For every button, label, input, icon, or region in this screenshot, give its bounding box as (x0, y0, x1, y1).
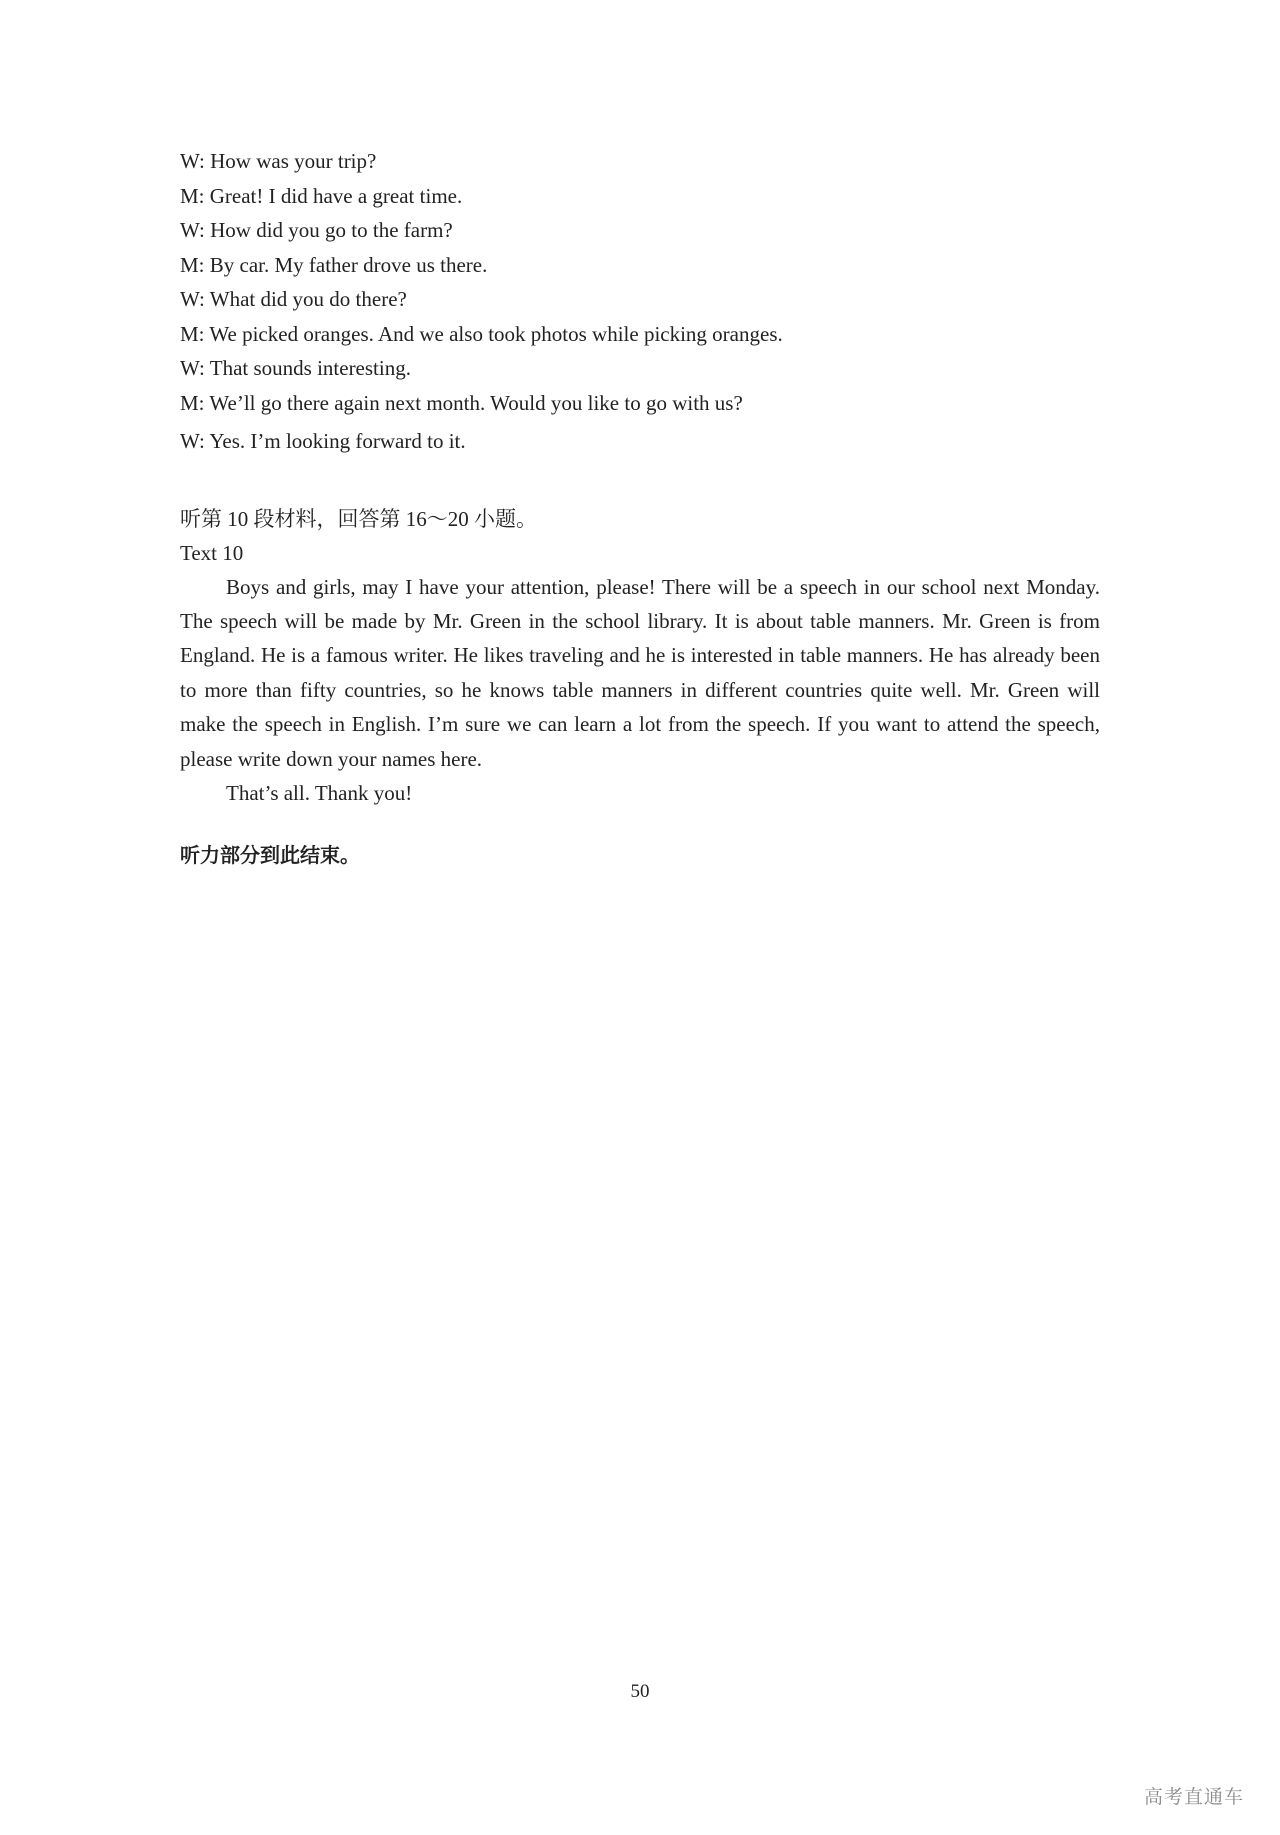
dialogue-transcript (180, 144, 1100, 459)
passage-paragraph: That’s all. Thank you! (226, 780, 413, 805)
dialogue-line: W: How was your trip? (180, 149, 377, 173)
text-title: Text 10 (180, 540, 244, 565)
page-content (180, 144, 1100, 872)
watermark: 高考直通车 (1143, 1786, 1244, 1808)
dialogue-line: M: By car. My father drove us there. (180, 252, 488, 277)
passage-paragraph: Boys and girls, may I have your attention, please! There will be a speech in our school next Monday. The speech will be made by Mr. Green in the school library. It is about table manners. Mr. Green is from England. He is a famous writer. He likes traveling and he is interested in table manners. He has already been to more than fifty countries, so he knows table manners in different countries quite well. Mr. Green will make the speech in English. I’m sure we can learn a lot from the speech. If you want to attend the speech, please write down your names here. (180, 574, 1100, 771)
dialogue-line: M: Great! I did have a great time. (180, 183, 463, 208)
page-number: 50 (630, 1681, 650, 1702)
dialogue-line: M: We’ll go there again next month. Would you like to go with us? (180, 390, 743, 415)
dialogue-line: M: We picked oranges. And we also took photos while picking oranges. (180, 321, 783, 346)
section-instruction: 听第 10 段材料，回答第 16～20 小题。 (180, 506, 537, 531)
dialogue-line: W: How did you go to the farm? (180, 218, 453, 242)
dialogue-line: W: What did you do there? (180, 287, 407, 311)
dialogue-line: W: That sounds interesting. (180, 356, 411, 380)
end-note: 听力部分到此结束。 (180, 843, 360, 868)
dialogue-line: W: Yes. I’m looking forward to it. (180, 429, 466, 453)
